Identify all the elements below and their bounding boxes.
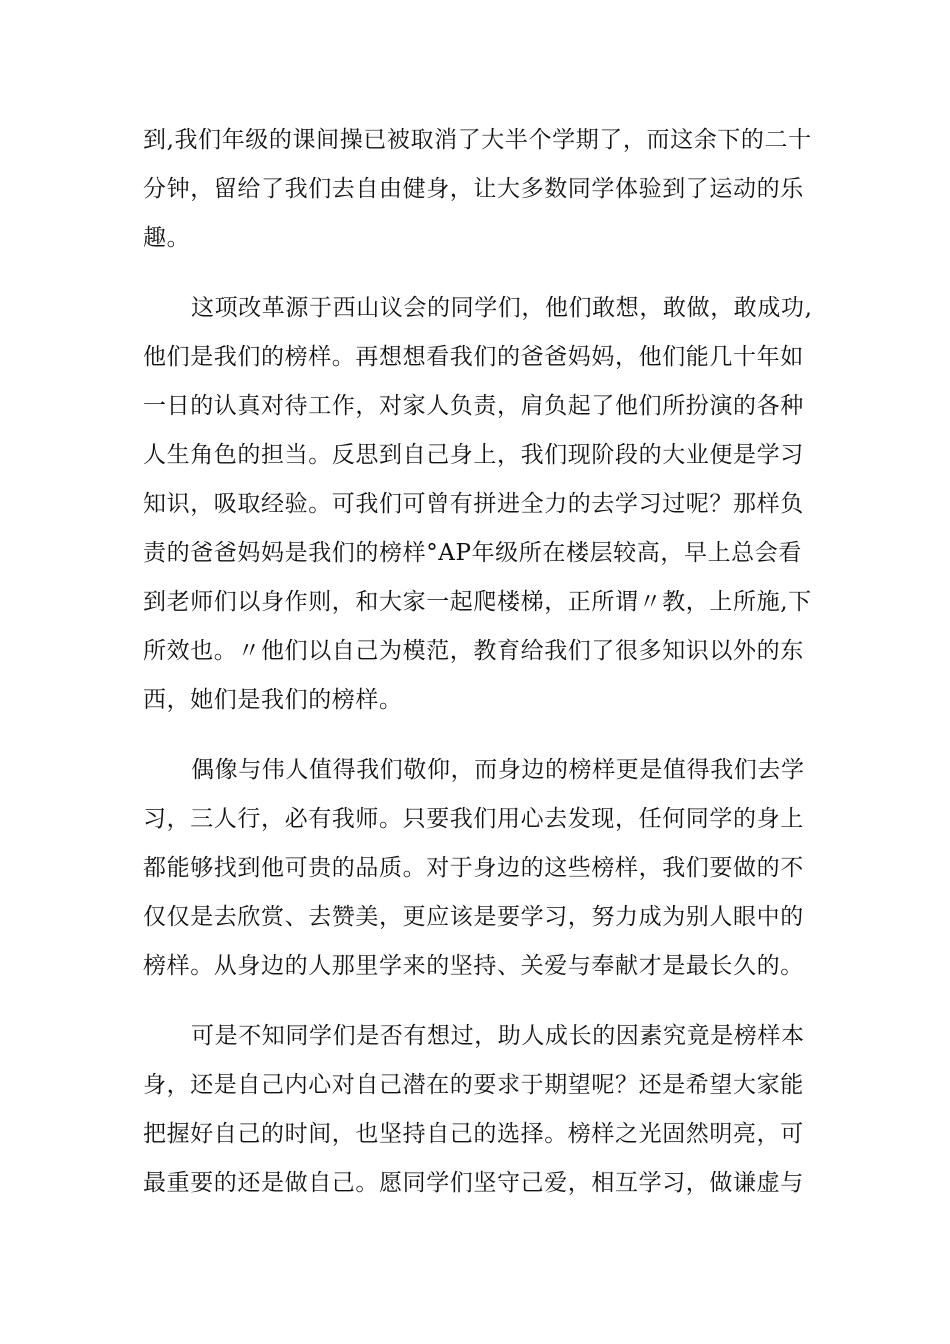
text-line-7: 人生角色的担当。反思到自己身上，我们现阶段的大业便是学习 bbox=[143, 442, 804, 468]
text-line-14: 习，三人行，必有我师。只要我们用心去发现，任何同学的身上 bbox=[143, 806, 804, 832]
text-line-16: 仅仅是去欣赏、去赞美，更应该是要学习，努力成为别人眼中的 bbox=[143, 904, 804, 930]
text-line-12: 西，她们是我们的榜样。 bbox=[143, 687, 403, 713]
text-line-18: 可是不知同学们是否有想过，助人成长的因素究竟是榜样本 bbox=[191, 1023, 805, 1049]
text-line-15: 都能够找到他可贵的品质。对于身边的这些榜样，我们要做的不 bbox=[143, 855, 804, 881]
text-line-17: 榜样。从身边的人那里学来的坚持、关爱与奉献才是最长久的。 bbox=[143, 953, 804, 979]
text-line-10: 到老师们以身作则，和大家一起爬楼梯，正所谓〃教，上所施,下 bbox=[143, 589, 812, 615]
text-line-8: 知识，吸取经验。可我们可曾有拼进全力的去学习过呢？那样负 bbox=[143, 491, 804, 517]
text-line-9: 责的爸爸妈妈是我们的榜样°AP年级所在楼层较高，早上总会看 bbox=[143, 540, 802, 566]
text-line-3: 趣。 bbox=[143, 225, 191, 251]
text-line-20: 把握好自己的时间，也坚持自己的选择。榜样之光固然明亮，可 bbox=[143, 1121, 804, 1147]
text-line-2: 分钟，留给了我们去自由健身，让大多数同学体验到了运动的乐 bbox=[143, 176, 804, 202]
text-line-11: 所效也。〃他们以自己为模范，教育给我们了很多知识以外的东 bbox=[143, 638, 804, 664]
text-line-19: 身，还是自己内心对自己潜在的要求于期望呢？还是希望大家能 bbox=[143, 1072, 804, 1098]
text-line-5: 他们是我们的榜样。再想想看我们的爸爸妈妈，他们能几十年如 bbox=[143, 344, 804, 370]
text-line-13: 偶像与伟人值得我们敬仰，而身边的榜样更是值得我们去学 bbox=[191, 757, 805, 783]
text-line-21: 最重要的还是做自己。愿同学们坚守己爱，相互学习，做谦虚与 bbox=[143, 1170, 804, 1196]
text-line-1: 到,我们年级的课间操已被取消了大半个学期了，而这余下的二十 bbox=[143, 127, 812, 153]
text-line-4: 这项改革源于西山议会的同学们，他们敢想，敢做，敢成功, bbox=[191, 295, 813, 321]
text-line-6: 一日的认真对待工作，对家人负责，肩负起了他们所扮演的各种 bbox=[143, 393, 804, 419]
